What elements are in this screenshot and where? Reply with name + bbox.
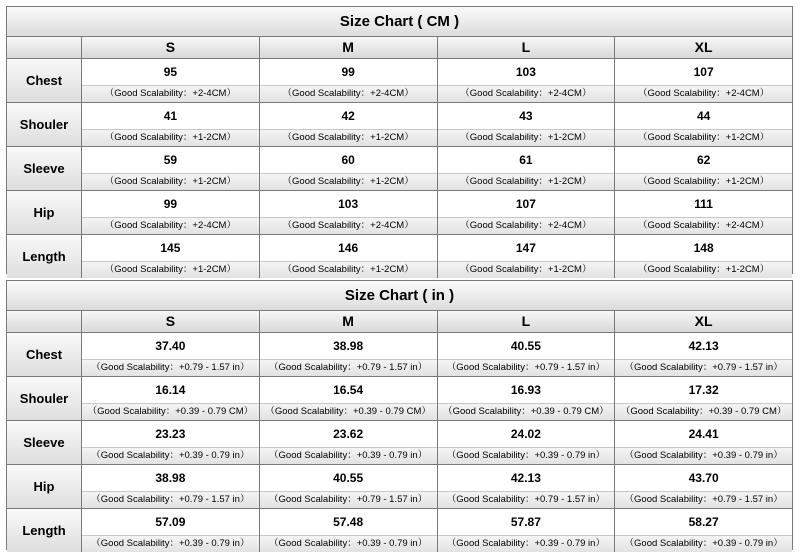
scalability-note: （Good Scalability：+0.79 - 1.57 in） bbox=[438, 359, 615, 376]
scalability-note: （Good Scalability：+0.39 - 0.79 CM） bbox=[438, 403, 615, 420]
measurement-value: 16.93 bbox=[438, 377, 615, 403]
size-cell bbox=[82, 421, 260, 464]
size-header-m: M bbox=[260, 311, 438, 332]
scalability-note: （Good Scalability：+1-2CM） bbox=[438, 261, 615, 278]
size-cell bbox=[615, 421, 792, 464]
measurement-value: 107 bbox=[438, 191, 615, 217]
measurement-value: 38.98 bbox=[82, 465, 259, 491]
scalability-note: （Good Scalability：+0.39 - 0.79 in） bbox=[438, 447, 615, 464]
size-header-m: M bbox=[260, 37, 438, 58]
measurement-value: 148 bbox=[615, 235, 792, 261]
measurement-value: 43 bbox=[438, 103, 615, 129]
measurement-value: 145 bbox=[82, 235, 259, 261]
measurement-value: 62 bbox=[615, 147, 792, 173]
size-cell bbox=[438, 377, 616, 420]
table-row bbox=[7, 421, 792, 465]
measurement-value: 16.14 bbox=[82, 377, 259, 403]
measurement-value: 40.55 bbox=[260, 465, 437, 491]
size-header-s: S bbox=[82, 311, 260, 332]
size-cell bbox=[82, 509, 260, 552]
measurement-value: 146 bbox=[260, 235, 437, 261]
scalability-note: （Good Scalability：+0.39 - 0.79 in） bbox=[438, 535, 615, 552]
scalability-note: （Good Scalability：+1-2CM） bbox=[615, 173, 792, 190]
size-cell bbox=[260, 59, 438, 102]
measurement-value: 24.41 bbox=[615, 421, 792, 447]
measurement-value: 61 bbox=[438, 147, 615, 173]
size-cell bbox=[82, 59, 260, 102]
size-cell bbox=[82, 191, 260, 234]
size-cell bbox=[82, 235, 260, 278]
chart-body bbox=[7, 333, 792, 552]
size-cell bbox=[260, 191, 438, 234]
scalability-note: （Good Scalability：+0.39 - 0.79 in） bbox=[615, 447, 792, 464]
size-cell bbox=[438, 465, 616, 508]
size-cell bbox=[260, 333, 438, 376]
size-cell bbox=[438, 191, 616, 234]
size-cell bbox=[260, 465, 438, 508]
scalability-note: （Good Scalability：+0.79 - 1.57 in） bbox=[438, 491, 615, 508]
header-corner bbox=[7, 311, 82, 332]
scalability-note: （Good Scalability：+2-4CM） bbox=[438, 85, 615, 102]
measurement-value: 99 bbox=[82, 191, 259, 217]
scalability-note: （Good Scalability：+0.79 - 1.57 in） bbox=[615, 359, 792, 376]
size-cell bbox=[615, 191, 792, 234]
scalability-note: （Good Scalability：+0.79 - 1.57 in） bbox=[260, 359, 437, 376]
size-cell bbox=[82, 103, 260, 146]
size-chart-cm bbox=[6, 6, 793, 274]
row-label: Chest bbox=[7, 59, 82, 102]
scalability-note: （Good Scalability：+2-4CM） bbox=[82, 85, 259, 102]
measurement-value: 44 bbox=[615, 103, 792, 129]
size-cell bbox=[82, 377, 260, 420]
scalability-note: （Good Scalability：+0.39 - 0.79 CM） bbox=[260, 403, 437, 420]
measurement-value: 103 bbox=[438, 59, 615, 85]
measurement-value: 41 bbox=[82, 103, 259, 129]
size-header-row bbox=[7, 37, 792, 59]
table-row bbox=[7, 103, 792, 147]
chart-body bbox=[7, 59, 792, 278]
size-cell bbox=[82, 147, 260, 190]
header-corner bbox=[7, 37, 82, 58]
measurement-value: 17.32 bbox=[615, 377, 792, 403]
scalability-note: （Good Scalability：+1-2CM） bbox=[438, 173, 615, 190]
size-cell bbox=[615, 103, 792, 146]
row-label: Chest bbox=[7, 333, 82, 376]
size-header-xl: XL bbox=[615, 311, 792, 332]
size-cell bbox=[438, 147, 616, 190]
scalability-note: （Good Scalability：+1-2CM） bbox=[438, 129, 615, 146]
measurement-value: 58.27 bbox=[615, 509, 792, 535]
measurement-value: 23.23 bbox=[82, 421, 259, 447]
table-row bbox=[7, 465, 792, 509]
size-header-xl: XL bbox=[615, 37, 792, 58]
scalability-note: （Good Scalability：+0.79 - 1.57 in） bbox=[82, 359, 259, 376]
size-cell bbox=[438, 59, 616, 102]
scalability-note: （Good Scalability：+0.79 - 1.57 in） bbox=[260, 491, 437, 508]
measurement-value: 57.87 bbox=[438, 509, 615, 535]
measurement-value: 37.40 bbox=[82, 333, 259, 359]
size-cell bbox=[615, 465, 792, 508]
measurement-value: 43.70 bbox=[615, 465, 792, 491]
measurement-value: 23.62 bbox=[260, 421, 437, 447]
measurement-value: 38.98 bbox=[260, 333, 437, 359]
measurement-value: 60 bbox=[260, 147, 437, 173]
measurement-value: 59 bbox=[82, 147, 259, 173]
measurement-value: 40.55 bbox=[438, 333, 615, 359]
size-cell bbox=[260, 147, 438, 190]
row-label: Hip bbox=[7, 191, 82, 234]
size-cell bbox=[615, 333, 792, 376]
scalability-note: （Good Scalability：+2-4CM） bbox=[615, 217, 792, 234]
row-label: Shouler bbox=[7, 377, 82, 420]
row-label: Length bbox=[7, 509, 82, 552]
scalability-note: （Good Scalability：+1-2CM） bbox=[260, 129, 437, 146]
table-row bbox=[7, 191, 792, 235]
size-cell bbox=[438, 421, 616, 464]
scalability-note: （Good Scalability：+1-2CM） bbox=[82, 261, 259, 278]
row-label: Sleeve bbox=[7, 147, 82, 190]
size-cell bbox=[615, 147, 792, 190]
measurement-value: 42 bbox=[260, 103, 437, 129]
size-cell bbox=[615, 377, 792, 420]
scalability-note: （Good Scalability：+0.39 - 0.79 CM） bbox=[615, 403, 792, 420]
scalability-note: （Good Scalability：+0.39 - 0.79 CM） bbox=[82, 403, 259, 420]
size-cell bbox=[615, 59, 792, 102]
scalability-note: （Good Scalability：+0.39 - 0.79 in） bbox=[82, 447, 259, 464]
chart-title: Size Chart ( CM ) bbox=[7, 7, 792, 37]
measurement-value: 16.54 bbox=[260, 377, 437, 403]
scalability-note: （Good Scalability：+2-4CM） bbox=[615, 85, 792, 102]
measurement-value: 147 bbox=[438, 235, 615, 261]
scalability-note: （Good Scalability：+0.79 - 1.57 in） bbox=[615, 491, 792, 508]
table-row bbox=[7, 377, 792, 421]
measurement-value: 111 bbox=[615, 191, 792, 217]
size-cell bbox=[615, 509, 792, 552]
size-cell bbox=[260, 377, 438, 420]
size-cell bbox=[438, 235, 616, 278]
size-cell bbox=[260, 421, 438, 464]
scalability-note: （Good Scalability：+1-2CM） bbox=[260, 173, 437, 190]
measurement-value: 42.13 bbox=[615, 333, 792, 359]
scalability-note: （Good Scalability：+1-2CM） bbox=[82, 129, 259, 146]
scalability-note: （Good Scalability：+1-2CM） bbox=[260, 261, 437, 278]
scalability-note: （Good Scalability：+1-2CM） bbox=[615, 129, 792, 146]
table-row bbox=[7, 59, 792, 103]
measurement-value: 107 bbox=[615, 59, 792, 85]
size-cell bbox=[438, 509, 616, 552]
scalability-note: （Good Scalability：+0.39 - 0.79 in） bbox=[260, 535, 437, 552]
size-cell bbox=[260, 103, 438, 146]
scalability-note: （Good Scalability：+1-2CM） bbox=[82, 173, 259, 190]
size-cell bbox=[260, 509, 438, 552]
row-label: Hip bbox=[7, 465, 82, 508]
table-row bbox=[7, 147, 792, 191]
table-row bbox=[7, 509, 792, 552]
size-header-s: S bbox=[82, 37, 260, 58]
size-cell bbox=[438, 333, 616, 376]
row-label: Shouler bbox=[7, 103, 82, 146]
size-header-l: L bbox=[438, 37, 616, 58]
measurement-value: 57.09 bbox=[82, 509, 259, 535]
table-row bbox=[7, 235, 792, 278]
measurement-value: 24.02 bbox=[438, 421, 615, 447]
size-cell bbox=[615, 235, 792, 278]
scalability-note: （Good Scalability：+0.39 - 0.79 in） bbox=[615, 535, 792, 552]
table-row bbox=[7, 333, 792, 377]
size-header-row bbox=[7, 311, 792, 333]
size-chart-in bbox=[6, 280, 793, 550]
size-cell bbox=[82, 333, 260, 376]
chart-title: Size Chart ( in ) bbox=[7, 281, 792, 311]
measurement-value: 57.48 bbox=[260, 509, 437, 535]
scalability-note: （Good Scalability：+2-4CM） bbox=[438, 217, 615, 234]
measurement-value: 99 bbox=[260, 59, 437, 85]
size-cell bbox=[82, 465, 260, 508]
size-header-l: L bbox=[438, 311, 616, 332]
scalability-note: （Good Scalability：+2-4CM） bbox=[82, 217, 259, 234]
size-cell bbox=[438, 103, 616, 146]
row-label: Length bbox=[7, 235, 82, 278]
size-cell bbox=[260, 235, 438, 278]
row-label: Sleeve bbox=[7, 421, 82, 464]
scalability-note: （Good Scalability：+0.79 - 1.57 in） bbox=[82, 491, 259, 508]
measurement-value: 42.13 bbox=[438, 465, 615, 491]
measurement-value: 95 bbox=[82, 59, 259, 85]
scalability-note: （Good Scalability：+2-4CM） bbox=[260, 85, 437, 102]
scalability-note: （Good Scalability：+0.39 - 0.79 in） bbox=[82, 535, 259, 552]
measurement-value: 103 bbox=[260, 191, 437, 217]
scalability-note: （Good Scalability：+0.39 - 0.79 in） bbox=[260, 447, 437, 464]
scalability-note: （Good Scalability：+1-2CM） bbox=[615, 261, 792, 278]
scalability-note: （Good Scalability：+2-4CM） bbox=[260, 217, 437, 234]
